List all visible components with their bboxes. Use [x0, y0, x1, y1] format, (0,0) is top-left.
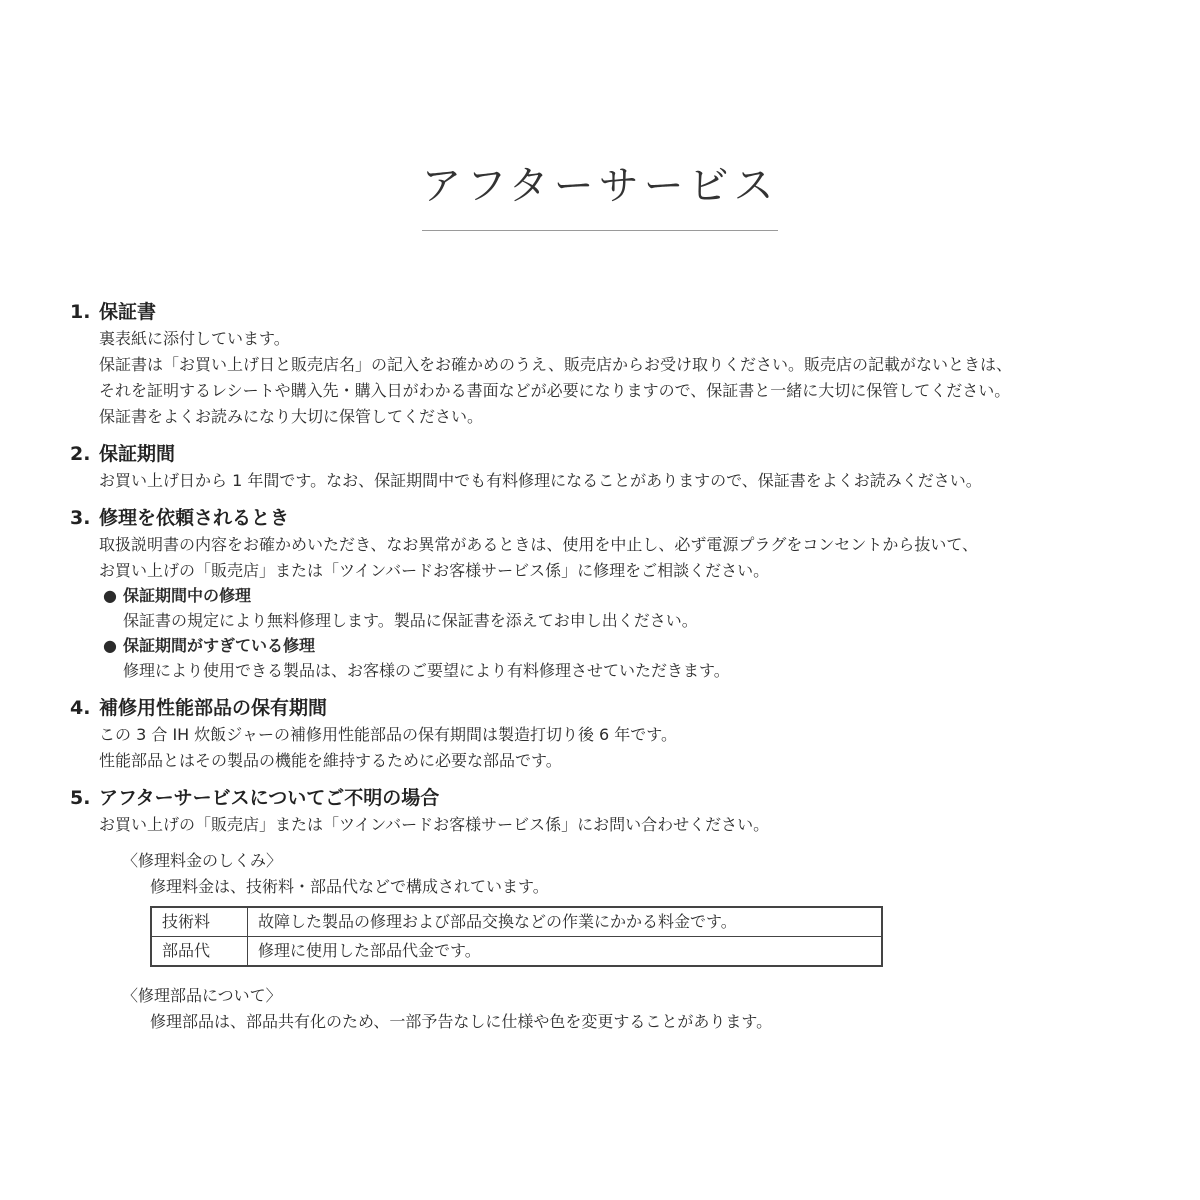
section-heading [70, 504, 1170, 532]
section-number: 4. [70, 697, 91, 719]
bullet-text: 修理により使用できる製品は、お客様のご要望により有料修理させていただきます。 [123, 661, 730, 680]
body-line: それを証明するレシートや購入先・購入日がわかる書面などが必要になりますので、保証書と一緒に大切に保管してください。 [99, 381, 1011, 400]
repair-parts-text: 修理部品は、部品共有化のため、一部予告なしに仕様や色を変更することがあります。 [150, 1012, 773, 1031]
bullet-heading [70, 634, 1170, 658]
section-inquiries [70, 784, 1170, 1035]
bullet-title: 保証期間中の修理 [123, 586, 252, 605]
body-line: この 3 合 IH 炊飯ジャーの補修用性能部品の保有期間は製造打切り後 6 年です。 [99, 725, 678, 744]
bullet-heading [70, 584, 1170, 608]
section-heading [70, 784, 1170, 812]
section-number: 2. [70, 443, 91, 465]
page-title: アフターサービス [421, 163, 779, 209]
title-divider [422, 230, 778, 231]
section-heading [70, 440, 1170, 468]
bullet-dot-icon: ● [103, 586, 117, 605]
body-line: 保証書は「お買い上げ日と販売店名」の記入をお確かめのうえ、販売店からお受け取りください。販売店の記載がないときは、 [99, 355, 1012, 374]
body-line: お買い上げの「販売店」または「ツインバードお客様サービス係」に修理をご相談ください。 [99, 561, 770, 580]
section-title: 修理を依頼されるとき [99, 507, 290, 529]
section-number: 5. [70, 787, 91, 809]
body-line: 取扱説明書の内容をお確かめいただき、なお異常があるときは、使用を中止し、必ず電源プラグをコンセントから抜いて、 [99, 535, 979, 554]
body-line: お買い上げの「販売店」または「ツインバードお客様サービス係」にお問い合わせください。 [99, 815, 770, 834]
section-number: 1. [70, 301, 91, 323]
body-line: 裏表紙に添付しています。 [99, 329, 290, 348]
fee-table [150, 906, 883, 967]
bullet-title: 保証期間がすぎている修理 [123, 636, 316, 655]
section-parts-retention [70, 694, 1170, 774]
fee-desc-cell: 修理に使用した部品代金です。 [248, 937, 883, 967]
bullet-dot-icon: ● [103, 636, 117, 655]
after-service-content [70, 298, 1170, 1035]
body-line: お買い上げ日から 1 年間です。なお、保証期間中でも有料修理になることがありますので、保証書をよくお読みください。 [99, 471, 982, 490]
section-repair-request [70, 504, 1170, 684]
section-number: 3. [70, 507, 91, 529]
fee-term-cell: 部品代 [151, 937, 248, 967]
section-title: 保証書 [99, 301, 157, 323]
fee-desc-cell: 故障した製品の修理および部品交換などの作業にかかる料金です。 [248, 907, 883, 937]
repair-parts-heading: 〈修理部品について〉 [122, 986, 282, 1005]
section-heading [70, 298, 1170, 326]
section-title: 補修用性能部品の保有期間 [99, 697, 328, 719]
body-line: 性能部品とはその製品の機能を維持するために必要な部品です。 [99, 751, 562, 770]
table-row [151, 937, 882, 967]
section-warranty-period [70, 440, 1170, 494]
table-row [151, 907, 882, 937]
fee-structure-text: 修理料金は、技術料・部品代などで構成されています。 [150, 877, 549, 896]
section-warranty-card [70, 298, 1170, 430]
section-title: アフターサービスについてご不明の場合 [99, 787, 440, 809]
body-line: 保証書をよくお読みになり大切に保管してください。 [99, 407, 484, 426]
section-title: 保証期間 [99, 443, 176, 465]
bullet-text: 保証書の規定により無料修理します。製品に保証書を添えてお申し出ください。 [123, 611, 698, 630]
section-heading [70, 694, 1170, 722]
fee-structure-heading: 〈修理料金のしくみ〉 [122, 851, 283, 870]
fee-term-cell: 技術料 [151, 907, 248, 937]
